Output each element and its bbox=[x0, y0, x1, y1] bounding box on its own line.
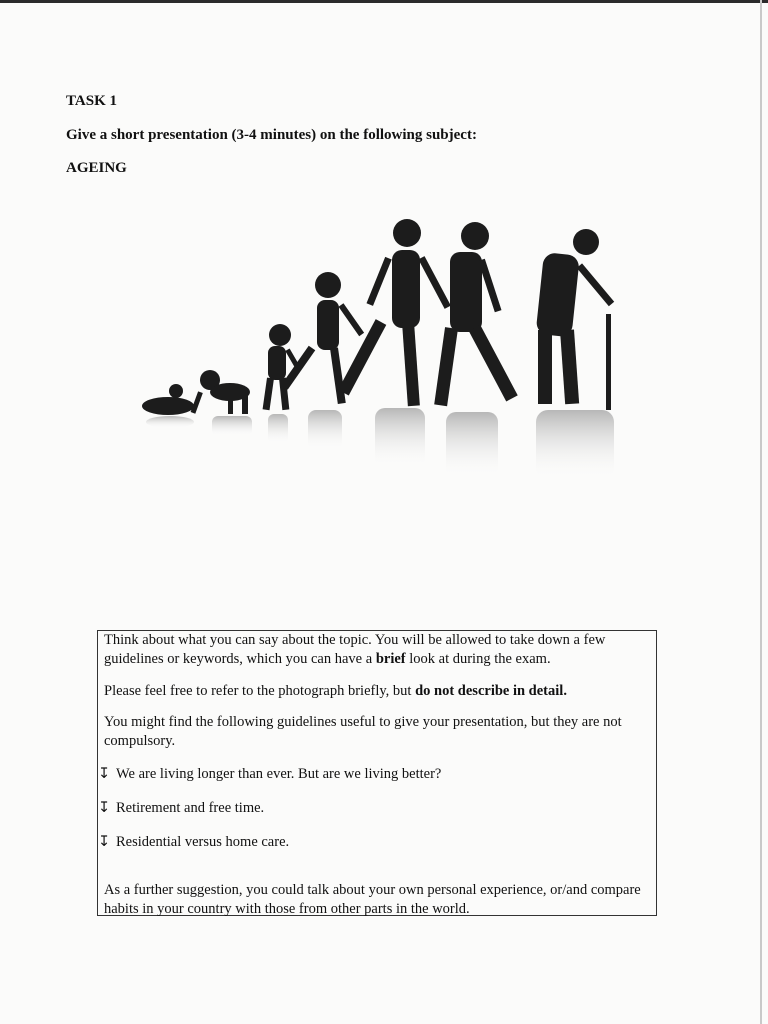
guidelines-box bbox=[97, 630, 657, 916]
guidelines-note: You might find the following guidelines useful to give your presentation, but they are not compulsory. bbox=[104, 714, 622, 749]
silhouette-middle-aged bbox=[434, 222, 518, 406]
presentation-subject: AGEING bbox=[66, 160, 127, 176]
arrow-down-icon: ↧ bbox=[98, 834, 111, 850]
ageing-silhouette-illustration bbox=[130, 210, 630, 500]
guideline-item: ↧ Residential versus home care. bbox=[98, 834, 290, 850]
emphasis-brief: brief bbox=[375, 651, 406, 667]
silhouette-crawling-baby bbox=[191, 370, 250, 414]
guideline-item: ↧ Retirement and free time. bbox=[98, 800, 265, 816]
guideline-item: ↧ We are living longer than ever. But are we living better? bbox=[98, 766, 442, 782]
emphasis-do-not-describe: do not describe in detail. bbox=[415, 683, 567, 699]
silhouette-adult bbox=[338, 219, 451, 406]
task-instruction: Give a short presentation (3-4 minutes) on the following subject: bbox=[66, 127, 477, 143]
task-heading: TASK 1 bbox=[66, 93, 117, 109]
page-top-edge bbox=[0, 0, 768, 3]
arrow-down-icon: ↧ bbox=[98, 800, 111, 816]
guidelines-intro: Think about what you can say about the topic. You will be allowed to take down a few guidelines or keywords, which you can have a brief look at during the exam. bbox=[104, 632, 606, 667]
arrow-down-icon: ↧ bbox=[98, 766, 111, 782]
page-right-edge bbox=[760, 0, 762, 1024]
cane-icon bbox=[606, 314, 611, 410]
photograph-note: Please feel free to refer to the photograph briefly, but do not describe in detail. bbox=[104, 683, 567, 699]
silhouette-reflections bbox=[146, 408, 614, 480]
silhouette-newborn bbox=[142, 384, 194, 415]
silhouette-elderly bbox=[536, 229, 615, 410]
further-suggestion: As a further suggestion, you could talk about your own personal experience, or/and compare habits in your country with those from other parts in the world. bbox=[104, 882, 641, 917]
